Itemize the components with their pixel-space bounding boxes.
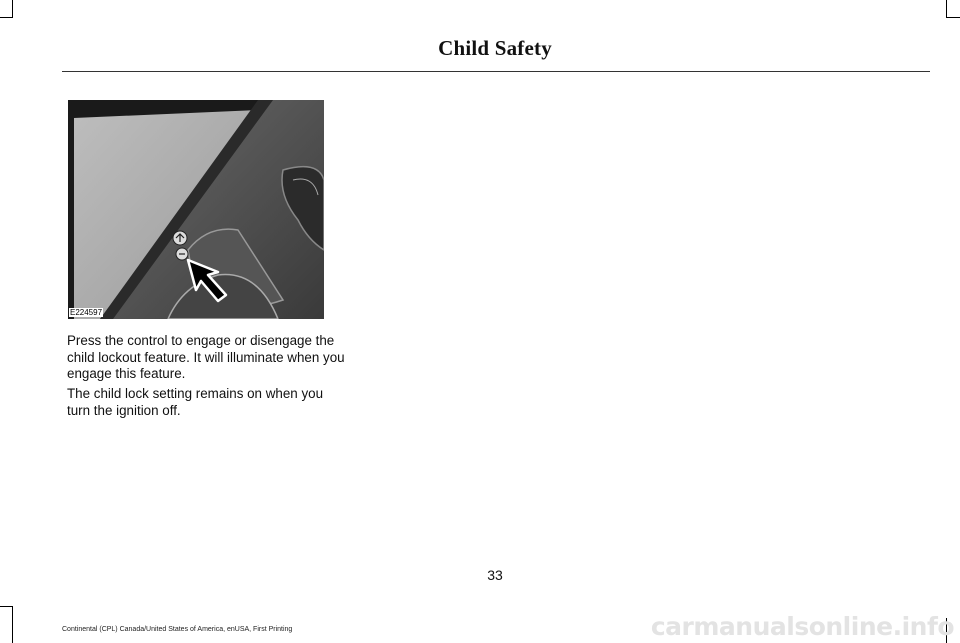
figure-id: E224597 xyxy=(70,308,103,317)
crop-mark-top-left-v xyxy=(12,0,13,18)
page-number: 33 xyxy=(487,567,503,583)
section-title: Child Safety xyxy=(438,36,552,60)
crop-mark-top-left-h xyxy=(0,17,13,18)
crop-mark-bottom-left-h xyxy=(0,606,13,607)
header-rule xyxy=(62,71,930,72)
door-panel-drawing xyxy=(68,100,324,319)
footer-text: Continental (CPL) Canada/United States of America, enUSA, First Printing xyxy=(62,626,293,633)
door-control-illustration xyxy=(68,100,324,319)
crop-mark-top-right-h xyxy=(946,17,960,18)
watermark: carmanualsonline.info xyxy=(650,612,954,641)
note-paragraph: The child lock setting remains on when you turn the ignition off. xyxy=(67,386,324,418)
crop-mark-bottom-left-v xyxy=(12,606,13,643)
instruction-paragraph: Press the control to engage or disengage the child lockout feature. It will illuminate when you engage this feature. xyxy=(67,333,345,381)
crop-mark-top-right-v xyxy=(946,0,947,18)
